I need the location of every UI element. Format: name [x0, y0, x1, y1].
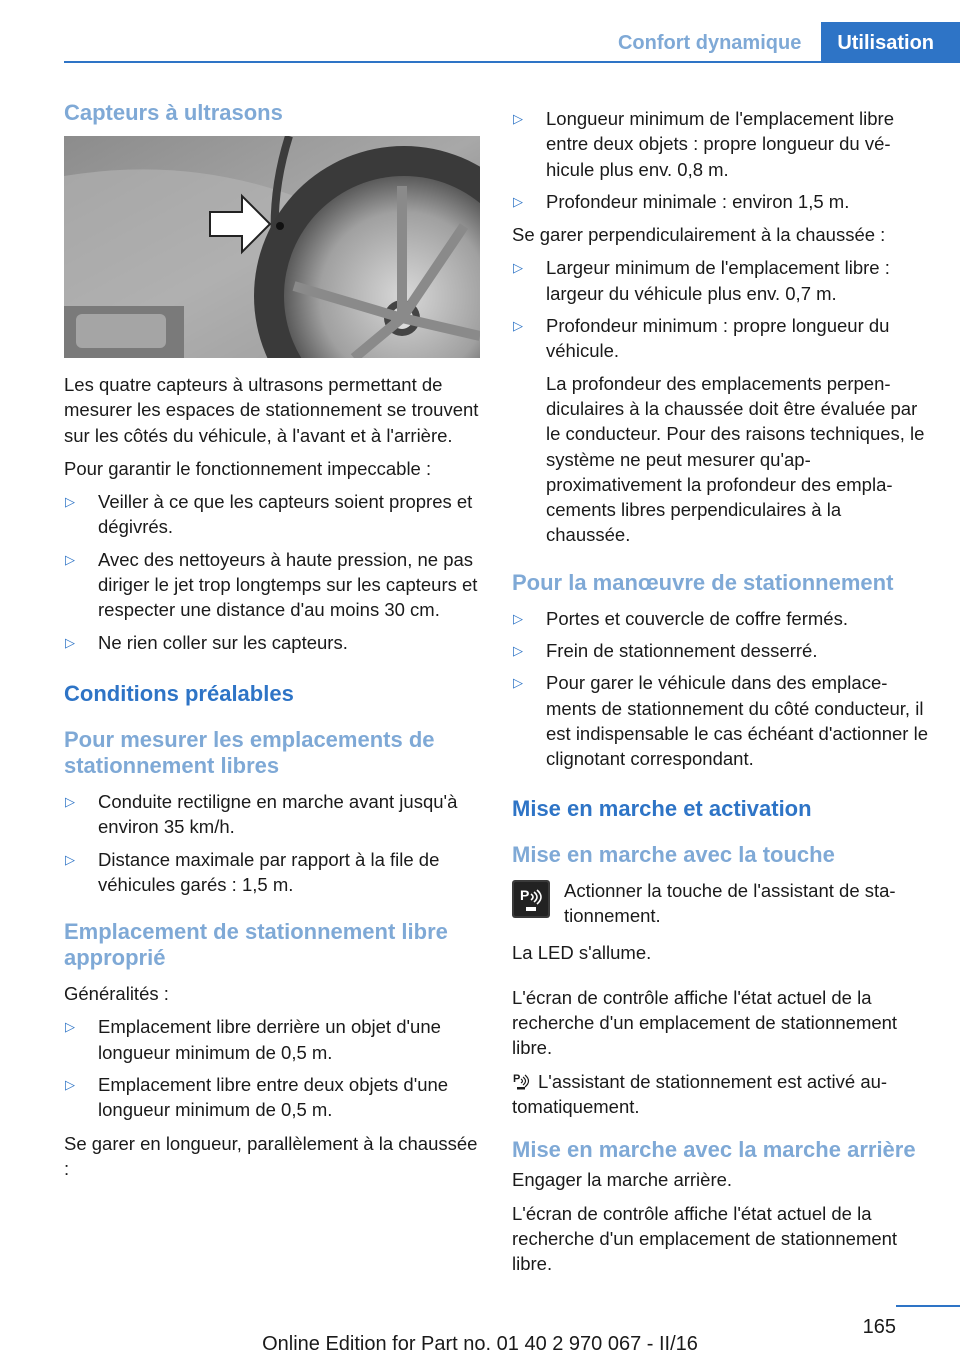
paragraph-ecran1: L'écran de contrôle affiche l'état actuel de la recherche d'un emplacement de stationnement libre. — [512, 986, 898, 1059]
triangle-bullet-icon: ▷ — [513, 318, 523, 334]
left-column — [64, 100, 480, 1189]
heading-marche-arriere: Mise en marche avec la marche arrière — [512, 1137, 916, 1163]
triangle-bullet-icon: ▷ — [513, 675, 523, 691]
triangle-bullet-icon: ▷ — [65, 1019, 75, 1035]
list-item: ▷ Portes et couvercle de coffre fermés. — [512, 606, 928, 631]
heading-manoeuvre: Pour la manœuvre de stationnement — [512, 569, 894, 595]
heading-emplacement: Emplacement de stationnement libre approprié — [64, 919, 448, 971]
list-garantir — [64, 489, 480, 655]
svg-text:P: P — [520, 886, 530, 903]
list-item: ▷ Profondeur minimale : environ 1,5 m. — [512, 189, 928, 214]
header-section: Confort dynamique — [617, 32, 802, 54]
triangle-bullet-icon: ▷ — [65, 793, 75, 809]
list-item: ▷ Pour garer le véhicule dans des emplacements de stationnement du côté conducteur, il est indispensable le cas échéant d'actionner le clignotant correspondant. — [513, 672, 929, 770]
button-instruction — [512, 878, 928, 934]
paragraph-generalites: Généralités : — [64, 983, 169, 1005]
parking-assistant-button-icon — [512, 880, 550, 918]
right-column — [512, 106, 928, 1285]
list-item: ▷ Largeur minimum de l'emplacement libre : largeur du véhicule plus env. 0,7 m. — [513, 257, 890, 304]
paragraph-actionner: Actionner la touche de l'assistant de stationnement. — [564, 879, 896, 926]
list-item: ▷ Longueur minimum de l'emplacement libre entre deux objets : propre longueur du véhicule plus env. 0,8 m. — [513, 108, 895, 180]
list-manoeuvre — [512, 606, 928, 772]
triangle-bullet-icon: ▷ — [513, 610, 523, 626]
header-rule — [64, 61, 960, 63]
list-item: ▷ Veiller à ce que les capteurs soient propres et dégivrés. — [65, 491, 473, 538]
svg-text:P: P — [513, 1072, 521, 1085]
paragraph-perpendiculaire: Se garer perpendiculairement à la chaussée : — [512, 224, 886, 246]
paragraph-assistant-active: P L'assistant de stationnement est activé automatiquement. — [512, 1070, 888, 1118]
list-item: ▷ Ne rien coller sur les capteurs. — [64, 630, 480, 655]
page-number: 165 — [862, 1316, 896, 1338]
heading-mesurer: Pour mesurer les emplacements de stationnement libres — [64, 726, 435, 778]
heading-mise-en-marche: Mise en marche et activation — [512, 795, 812, 821]
list-item: ▷ Avec des nettoyeurs à haute pression, ne pas diriger le jet trop longtemps sur les capteurs et respecter une distance d'au moins 30 cm. — [65, 548, 478, 621]
list-item: ▷ Frein de stationnement desserré. — [512, 638, 928, 663]
triangle-bullet-icon: ▷ — [65, 851, 75, 867]
paragraph-engager: Engager la marche arrière. — [512, 1169, 733, 1191]
list-item: ▷ Profondeur minimum : propre longueur du véhicule. — [513, 315, 890, 362]
list-item: ▷ Distance maximale par rapport à la file de véhicules garés : 1,5 m. — [65, 848, 440, 895]
list-perpendiculaire — [512, 255, 928, 363]
triangle-bullet-icon: ▷ — [65, 634, 75, 650]
paragraph-capteurs: Les quatre capteurs à ultrasons permettant de mesurer les espaces de stationnement se trouvent sur les côtés du véhicule, à l'avant et à l'arrière. — [64, 374, 479, 446]
list-item: ▷ Emplacement libre derrière un objet d'une longueur minimum de 0,5 m. — [65, 1016, 441, 1063]
paragraph-led: La LED s'allume. — [512, 941, 652, 963]
paragraph-garantir: Pour garantir le fonctionnement impeccable : — [64, 457, 432, 479]
triangle-bullet-icon: ▷ — [65, 551, 75, 567]
footer-edition: Online Edition for Part no. 01 40 2 970 067 - II/16 — [262, 1333, 698, 1355]
paragraph-ecran2: L'écran de contrôle affiche l'état actuel de la recherche d'un emplacement de stationnement libre. — [512, 1202, 898, 1275]
triangle-bullet-icon: ▷ — [513, 193, 523, 209]
triangle-bullet-icon: ▷ — [513, 643, 523, 659]
heading-capteurs: Capteurs à ultrasons — [64, 100, 283, 125]
footer-rule — [896, 1305, 960, 1307]
heading-avec-touche: Mise en marche avec la touche — [512, 841, 835, 867]
paragraph-perpendiculaire-note: La profondeur des emplacements perpendiculaires à la chaussée doit être évaluée par le conducteur. Pour des raisons techniques, le système ne peut mesurer qu'approximativement la profondeur des emplacements libres perpendiculaires à la chaussée. — [546, 372, 925, 546]
list-generalites — [64, 1014, 480, 1122]
list-mesurer — [64, 789, 480, 897]
triangle-bullet-icon: ▷ — [513, 260, 523, 276]
parking-assistant-indicator-icon — [512, 1071, 532, 1091]
list-item: ▷ Emplacement libre entre deux objets d'une longueur minimum de 0,5 m. — [65, 1074, 449, 1121]
heading-conditions: Conditions préalables — [64, 680, 294, 706]
triangle-bullet-icon: ▷ — [513, 111, 523, 126]
list-item: ▷ Conduite rectiligne en marche avant jusqu'à environ 35 km/h. — [65, 790, 458, 838]
ultrasonic-sensor-photo — [64, 136, 480, 358]
list-longueur — [512, 106, 928, 214]
triangle-bullet-icon: ▷ — [65, 494, 75, 510]
paragraph-longueur: Se garer en longueur, parallèlement à la chaussée : — [64, 1132, 478, 1179]
header-tabs — [598, 22, 960, 62]
triangle-bullet-icon: ▷ — [65, 1077, 75, 1093]
header-chapter: Utilisation — [821, 22, 960, 62]
